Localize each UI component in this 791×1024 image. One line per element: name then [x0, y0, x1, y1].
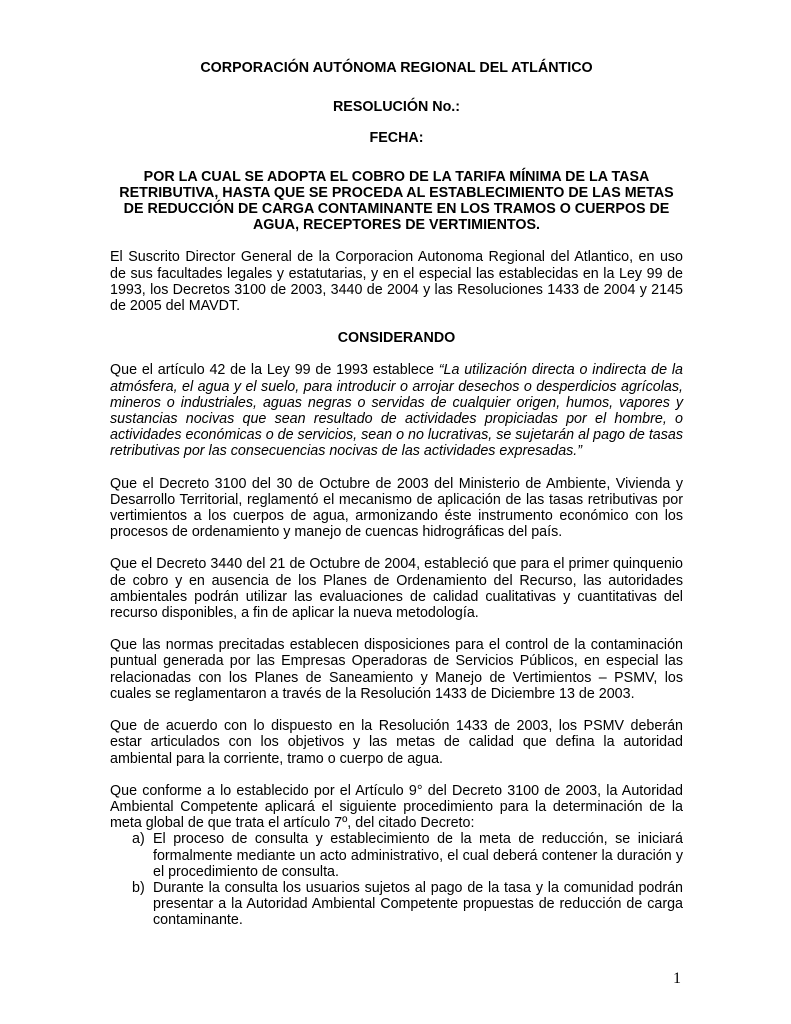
- intro-paragraph: El Suscrito Director General de la Corporacion Autonoma Regional del Atlantico, en uso de sus facultades legales y estatutarias, y en el especial las establecidas en la Ley 99 de 1993, los Decretos 3100 de 2003, 3440 de 2004 y las Resoluciones 1433 de 2004 y 2145 de 2005 del MAVDT.: [110, 249, 683, 315]
- consideration-decreto-3100: Que el Decreto 3100 del 30 de Octubre de 2003 del Ministerio de Ambiente, Vivienda y Desarrollo Territorial, reglamentó el mecanismo de aplicación de las tasas retributivas por vertimientos a los cuerpos de agua, armonizando éste instrumento económico con los procesos de ordenamiento y manejo de cuencas hidrográficas del país.: [110, 475, 683, 541]
- page-number: 1: [673, 970, 681, 987]
- consideration-normas-psmv: Que las normas precitadas establecen disposiciones para el control de la contaminación puntual generada por las Empresas Operadoras de Servicios Públicos, en especial las relacionadas con los Planes de Saneamiento y Manejo de Vertimientos – PSMV, los cuales se reglamentaron a través de la Resolución 1433 de Diciembre 13 de 2003.: [110, 637, 683, 702]
- list-item-text: El proceso de consulta y establecimiento de la meta de reducción, se iniciará formalmente mediante un acto administrativo, el cual deberá contener la duración y el procedimiento de consulta.: [153, 831, 683, 880]
- list-item: [110, 880, 683, 929]
- list-item: [110, 831, 683, 880]
- date-label: FECHA:: [369, 130, 424, 147]
- list-item-marker: b): [132, 879, 145, 896]
- consideration-resolucion-1433: Que de acuerdo con lo dispuesto en la Resolución 1433 de 2003, los PSMV deberán estar articulados con los objetivos y las metas de calidad que defina la autoridad ambiental para la corriente, tramo o cuerpo de agua.: [110, 718, 683, 767]
- resolution-number-label: RESOLUCIÓN No.:: [332, 99, 461, 116]
- organization-heading: CORPORACIÓN AUTÓNOMA REGIONAL DEL ATLÁNTICO: [200, 60, 593, 76]
- article-42-quote: “La utilización directa o indirecta de la atmósfera, el agua y el suelo, para introducir o arrojar desechos o desperdicios agrícolas, mineros o industriales, aguas negras o servidas de cualquier origen, humos, vapores y sustancias nocivas que sean resultado de actividades propiciadas por el hombre, o actividades económicas o de servicios, sean o no lucrativas, se sujetarán al pago de tasas retributivas por las consecuencias nocivas de las actividades expresadas.”: [110, 362, 683, 460]
- consideration-article-42: [110, 362, 683, 459]
- considerando-heading: CONSIDERANDO: [337, 330, 456, 347]
- document-body: [110, 60, 683, 929]
- resolution-subject: POR LA CUAL SE ADOPTA EL COBRO DE LA TARIFA MÍNIMA DE LA TASA RETRIBUTIVA, HASTA QUE SE PROCEDA AL ESTABLECIMIENTO DE LAS METAS DE REDUCCIÓN DE CARGA CONTAMINANTE EN LOS TRAMOS O CUERPOS DE AGUA, RECEPTORES DE VERTIMIENTOS.: [119, 168, 674, 234]
- list-item-marker: a): [132, 831, 145, 848]
- list-item-text: Durante la consulta los usuarios sujetos al pago de la tasa y la comunidad podrán presentar a la Autoridad Ambiental Competente propuestas de reducción de carga contaminante.: [153, 879, 683, 929]
- consideration-article-42-prefix: Que el artículo 42 de la Ley 99 de 1993 establece: [110, 362, 439, 379]
- consideration-articulo-9: Que conforme a lo establecido por el Artículo 9° del Decreto 3100 de 2003, la Autoridad Ambiental Competente aplicará el siguiente procedimiento para la determinación de la meta global de que trata el artículo 7º, del citado Decreto:: [110, 782, 683, 832]
- procedure-list: [110, 831, 683, 928]
- consideration-decreto-3440: Que el Decreto 3440 del 21 de Octubre de 2004, estableció que para el primer quinquenio de cobro y en ausencia de los Planes de Ordenamiento del Recurso, las autoridades ambientales podrán utilizar las evaluaciones de calidad cualitativas y cuantitativas del recurso disponibles, a fin de aplicar la nueva metodología.: [110, 556, 683, 622]
